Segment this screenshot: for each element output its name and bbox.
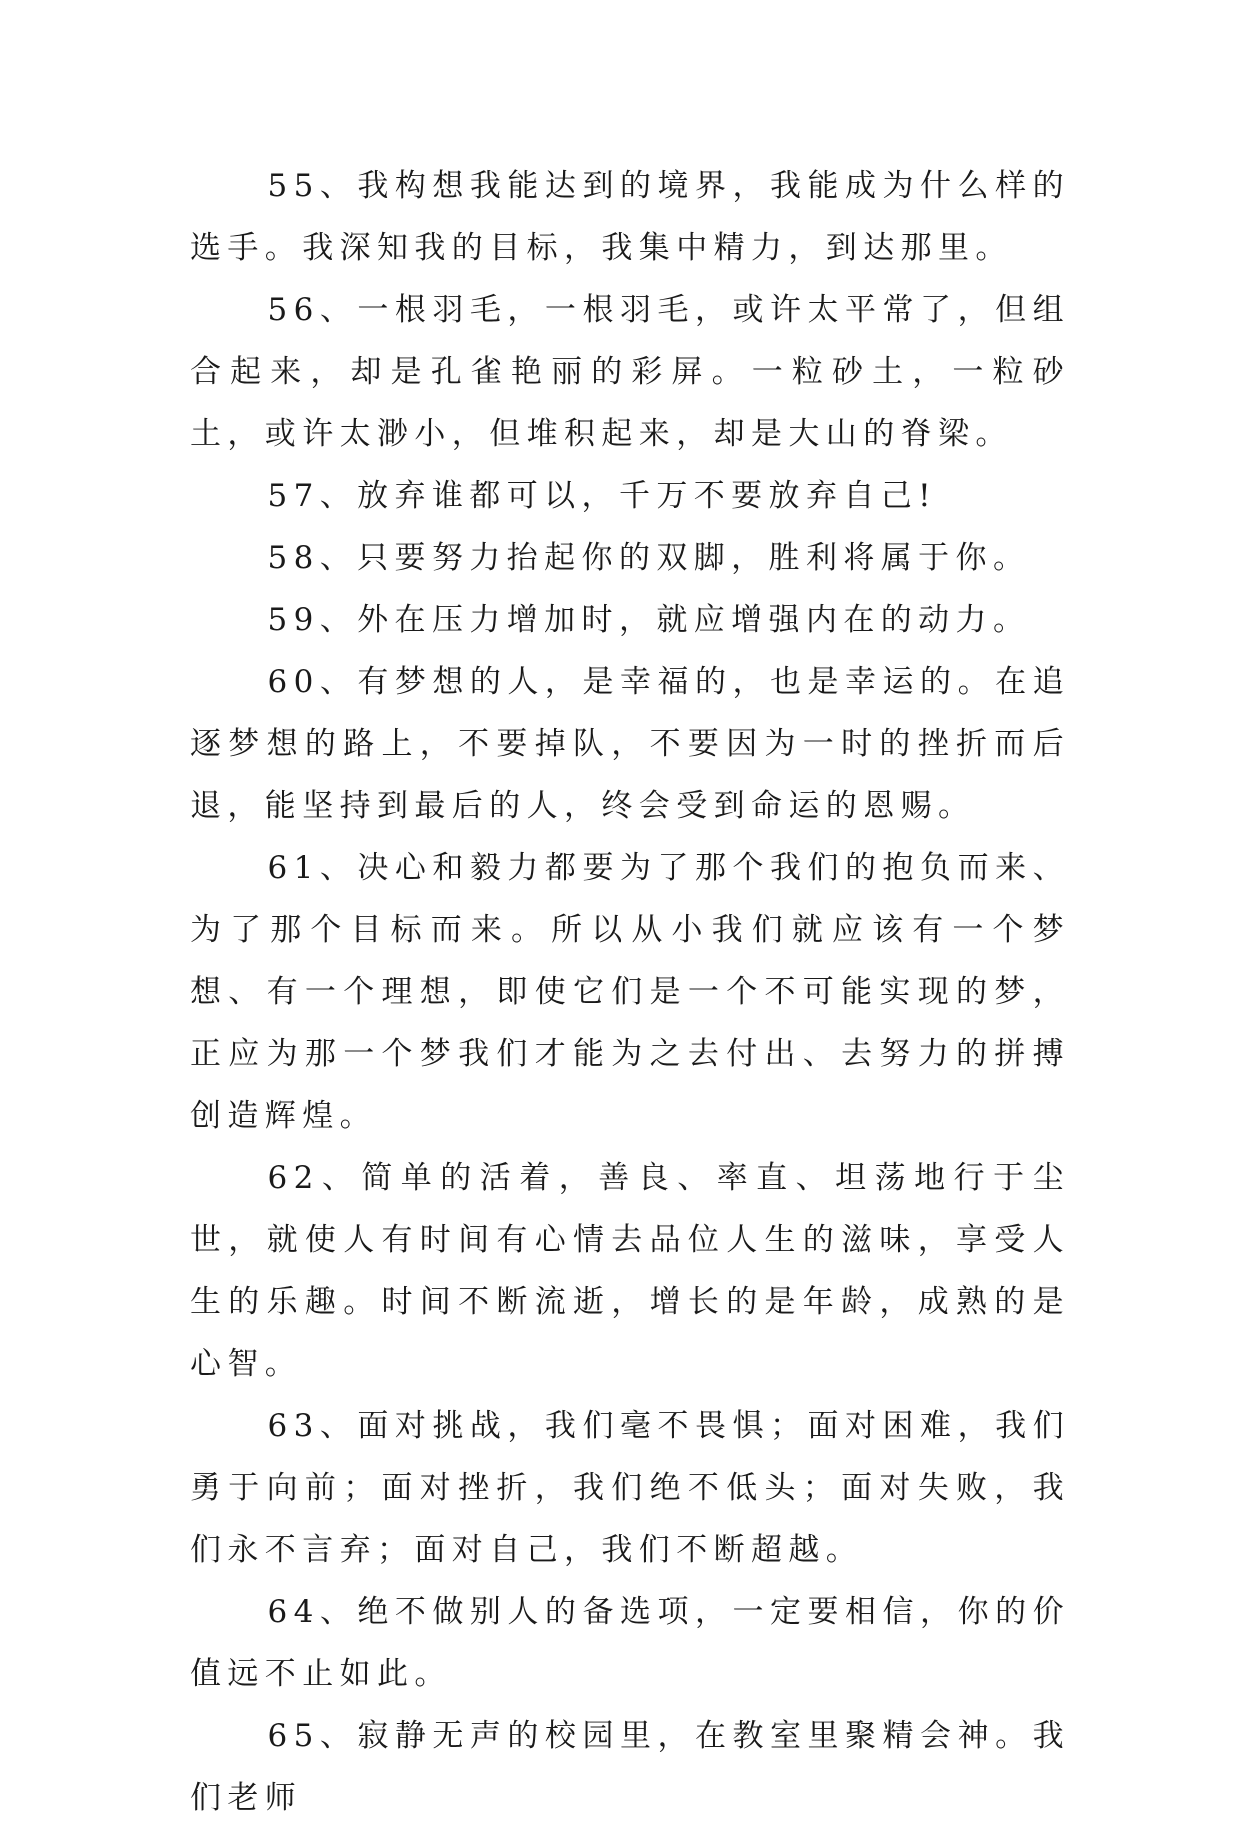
paragraph-64: 64、绝不做别人的备选项，一定要相信，你的价值远不止如此。: [190, 1594, 1070, 1692]
paragraph-63: 63、面对挑战，我们毫不畏惧；面对困难，我们勇于向前；面对挫折，我们绝不低头；面对失败，我们永不言弃；面对自己，我们不断超越。: [190, 1408, 1070, 1568]
document-page: [190, 155, 1070, 1829]
paragraph-59: 59、外在压力增加时，就应增强内在的动力。: [267, 602, 1031, 638]
paragraph-61: 61、决心和毅力都要为了那个我们的抱负而来、为了那个目标而来。所以从小我们就应该有一个梦想、有一个理想，即使它们是一个不可能实现的梦，正应为那一个梦我们才能为之去付出、去努力的拼搏创造辉煌。: [190, 850, 1070, 1134]
paragraph-62: 62、简单的活着，善良、率直、坦荡地行于尘世，就使人有时间有心情去品位人生的滋味，享受人生的乐趣。时间不断流逝，增长的是年龄，成熟的是心智。: [190, 1160, 1070, 1382]
paragraph-57: 57、放弃谁都可以，千万不要放弃自己!: [267, 478, 938, 514]
paragraph-56: 56、一根羽毛，一根羽毛，或许太平常了，但组合起来，却是孔雀艳丽的彩屏。一粒砂土，一粒砂土，或许太渺小，但堆积起来，却是大山的脊梁。: [190, 292, 1070, 452]
paragraph-55: 55、我构想我能达到的境界，我能成为什么样的选手。我深知我的目标，我集中精力，到达那里。: [190, 168, 1070, 266]
paragraph-65: 65、寂静无声的校园里，在教室里聚精会神。我们老师: [190, 1718, 1070, 1816]
paragraph-60: 60、有梦想的人，是幸福的，也是幸运的。在追逐梦想的路上，不要掉队，不要因为一时的挫折而后退，能坚持到最后的人，终会受到命运的恩赐。: [190, 664, 1070, 824]
paragraph-58: 58、只要努力抬起你的双脚，胜利将属于你。: [267, 540, 1031, 576]
